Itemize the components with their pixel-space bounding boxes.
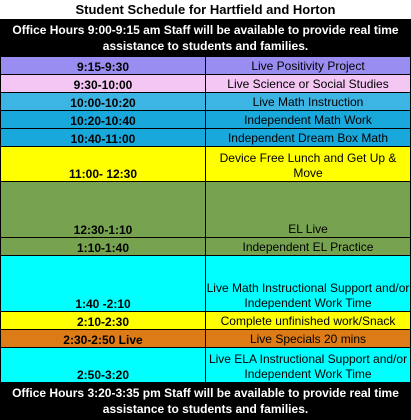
time-cell: 10:20-10:40 xyxy=(1,111,206,129)
time-cell: 2:30-2:50 Live xyxy=(1,330,206,348)
activity-cell: Independent Dream Box Math xyxy=(206,129,411,147)
schedule-table xyxy=(0,19,411,420)
activity-cell: Live Math Instructional Support and/or Independent Work Time xyxy=(206,256,411,312)
schedule-row xyxy=(1,182,411,238)
time-cell: 9:30-10:00 xyxy=(1,75,206,93)
time-cell: 2:10-2:30 xyxy=(1,312,206,330)
schedule-row xyxy=(1,348,411,383)
schedule-row xyxy=(1,238,411,256)
schedule-row xyxy=(1,330,411,348)
time-cell: 1:10-1:40 xyxy=(1,238,206,256)
activity-cell: Live Positivity Project xyxy=(206,57,411,75)
bottom-office-hours-row xyxy=(1,383,411,420)
activity-cell: Device Free Lunch and Get Up & Move xyxy=(206,147,411,182)
activity-cell: EL Live xyxy=(206,182,411,238)
schedule-row xyxy=(1,57,411,75)
schedule-row xyxy=(1,147,411,182)
top-office-hours-banner: Office Hours 9:00-9:15 am Staff will be available to provide real time assistance to students and families. xyxy=(1,20,411,57)
time-cell: 11:00- 12:30 xyxy=(1,147,206,182)
schedule-row xyxy=(1,111,411,129)
activity-cell: Independent Math Work xyxy=(206,111,411,129)
time-cell: 2:50-3:20 xyxy=(1,348,206,383)
time-cell: 9:15-9:30 xyxy=(1,57,206,75)
time-cell: 10:40-11:00 xyxy=(1,129,206,147)
time-cell: 10:00-10:20 xyxy=(1,93,206,111)
schedule-row xyxy=(1,75,411,93)
schedule-row xyxy=(1,312,411,330)
schedule-row xyxy=(1,93,411,111)
activity-cell: Live Specials 20 mins xyxy=(206,330,411,348)
schedule-row xyxy=(1,129,411,147)
time-cell: 1:40 -2:10 xyxy=(1,256,206,312)
activity-cell: Live Science or Social Studies xyxy=(206,75,411,93)
time-cell: 12:30-1:10 xyxy=(1,182,206,238)
schedule-row xyxy=(1,256,411,312)
activity-cell: Live Math Instruction xyxy=(206,93,411,111)
activity-cell: Complete unfinished work/Snack xyxy=(206,312,411,330)
bottom-office-hours-banner: Office Hours 3:20-3:35 pm Staff will be available to provide real time assistance to students and families. xyxy=(1,383,411,420)
activity-cell: Live ELA Instructional Support and/or Independent Work Time xyxy=(206,348,411,383)
top-office-hours-row xyxy=(1,20,411,57)
schedule-title: Student Schedule for Hartfield and Horton xyxy=(75,2,336,17)
activity-cell: Independent EL Practice xyxy=(206,238,411,256)
